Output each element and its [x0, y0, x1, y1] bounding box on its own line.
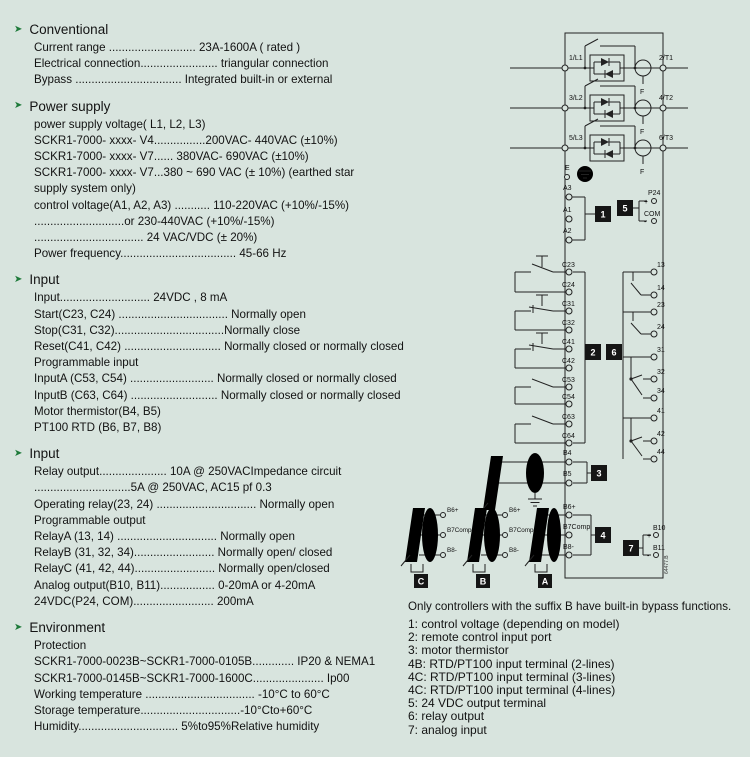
terminal-label: E	[565, 165, 570, 172]
control-voltage-terminals	[563, 185, 611, 243]
legend-item: 1: control voltage (depending on model)	[408, 617, 620, 631]
terminal-label: 31	[657, 347, 665, 354]
terminal-label: B6+	[509, 507, 521, 514]
spec-line: Reset(C41, C42) .............................. Normally closed or normally closed	[34, 340, 404, 354]
legend-item: 6: relay output	[408, 709, 485, 724]
box-number: 5	[622, 203, 628, 214]
spec-line: supply system only)	[34, 182, 136, 196]
spec-line: Protection	[34, 639, 87, 653]
legend-item: 3: motor thermistor	[408, 643, 509, 658]
terminal-label: B6+	[447, 507, 459, 514]
terminal-label: A3	[563, 185, 572, 192]
section-bullet-icon: ➤	[14, 100, 23, 112]
reset-switch	[515, 333, 566, 368]
legend-item: 5: 24 VDC output terminal	[408, 696, 547, 711]
spec-line: 24VDC(P24, COM)......................... 200mA	[34, 594, 254, 608]
ct-label: F	[640, 129, 645, 136]
terminal-label: 44	[657, 449, 665, 456]
terminal-label: 13	[657, 262, 665, 269]
terminal-label: B8-	[447, 547, 457, 554]
terminal-label: A1	[563, 207, 572, 214]
terminal-label: B4	[563, 450, 572, 457]
relay-output-terminals	[606, 262, 665, 462]
legend-item: 4C: RTD/PT100 input terminal (4-lines)	[408, 683, 616, 698]
spec-line: .................................. 24 VAC/VDC (± 20%)	[34, 231, 258, 245]
rtd-variant-a	[525, 508, 566, 588]
terminal-label: C23	[562, 262, 575, 269]
earth-terminal	[565, 165, 594, 182]
spec-line: InputB (C63, C64) ........................... Normally closed or normally closed	[34, 388, 401, 402]
section-bullet-icon: ➤	[14, 23, 23, 35]
input-b-switch	[515, 416, 566, 443]
spec-line: Electrical connection........................ triangular connection	[34, 57, 329, 71]
spec-line: Current range ........................... 23A-1600A ( rated )	[34, 41, 301, 54]
terminal-label: 3/L2	[569, 95, 583, 102]
terminal-label: B8-	[563, 544, 574, 551]
terminal-label: B10	[653, 525, 666, 532]
legend-item: 4B: RTD/PT100 input terminal (2-lines)	[408, 656, 615, 671]
plus-sign: +	[644, 199, 649, 206]
controller-outline	[565, 33, 663, 578]
ct-label: F	[640, 169, 645, 176]
spec-line: Start(C23, C24) .................................. Normally open	[34, 307, 306, 321]
terminal-label: B7Comp	[447, 527, 472, 534]
spec-line: Power frequency.................................... 45-66 Hz	[34, 247, 287, 261]
wiring-diagram	[395, 18, 750, 588]
spec-line: RelayB (31, 32, 34)......................... Normally open/ closed	[34, 546, 333, 560]
spec-line: PT100 RTD (B6, B7, B8)	[34, 421, 162, 435]
terminal-label: B6+	[563, 504, 576, 511]
terminal-label: C63	[562, 414, 575, 421]
spec-line: SCKR1-7000- xxxx- V4................200VAC- 440VAC (±10%)	[34, 133, 338, 147]
terminal-label: 2/T1	[659, 55, 674, 62]
spec-line: Humidity............................... 5%to95%Relative humidity	[34, 720, 320, 734]
terminal-label: B7Comp	[563, 524, 591, 531]
terminal-label: 42	[657, 431, 665, 438]
spec-line: SCKR1-7000- xxxx- V7...380 ~ 690 VAC (± 10%) (earthed star	[34, 166, 355, 180]
terminal-label: 23	[657, 302, 665, 309]
terminal-label: P24	[648, 190, 661, 197]
box-number: 2	[590, 347, 596, 358]
terminal-label: 24	[657, 324, 665, 331]
minus-sign: -	[647, 553, 650, 560]
plus-sign: +	[647, 533, 652, 540]
analog-input-terminals	[623, 525, 666, 560]
variant-letter: B	[479, 576, 487, 587]
terminal-label: B7Comp	[509, 527, 534, 534]
minus-sign: -	[644, 219, 647, 226]
spec-line: RelayA (13, 14) ............................... Normally open	[34, 530, 295, 544]
terminal-label: C54	[562, 394, 575, 401]
spec-line: ............................or 230-440VAC (+10%/-15%)	[34, 214, 275, 228]
terminal-label: C41	[562, 339, 575, 346]
spec-line: Storage temperature...............................-10°Cto+60°C	[34, 703, 313, 717]
terminal-label: 6/T3	[659, 135, 674, 142]
diagram-legend	[408, 600, 748, 737]
box-number: 3	[596, 468, 602, 479]
spec-line: ..............................5A @ 250VAC, AC15 pf 0.3	[34, 481, 272, 495]
section-bullet-icon: ➤	[14, 621, 23, 633]
terminal-label: 1/L1	[569, 55, 583, 62]
terminal-label: C64	[562, 433, 575, 440]
terminal-label: 32	[657, 369, 665, 376]
terminal-label: 5/L3	[569, 135, 583, 142]
terminal-label: B5	[563, 471, 572, 478]
terminal-label: B11	[653, 545, 665, 552]
spec-line: control voltage(A1, A2, A3) ........... 110-220VAC (+10%/-15%)	[34, 198, 350, 212]
start-switch	[515, 256, 566, 292]
box-number: 4	[600, 530, 606, 541]
box-number: 6	[611, 347, 617, 358]
terminal-label: B8-	[509, 547, 519, 554]
thermistor-input	[479, 450, 607, 514]
terminal-label: 34	[657, 388, 665, 395]
spec-line: SCKR1-7000- xxxx- V7...... 380VAC- 690VAC (±10%)	[34, 150, 309, 164]
variant-letter: A	[541, 576, 549, 587]
section-title: Power supply	[29, 98, 111, 114]
section-title: Environment	[29, 620, 106, 636]
legend-item: 7: analog input	[408, 722, 487, 737]
spec-line: Motor thermistor(B4, B5)	[34, 404, 161, 418]
section-title: Input	[29, 272, 60, 288]
spec-line: RelayC (41, 42, 44)......................... Normally open/closed	[34, 562, 330, 576]
terminal-label: COM	[644, 211, 661, 218]
spec-line: InputA (C53, C54) .......................... Normally closed or normally closed	[34, 372, 397, 386]
spec-line: Relay output..................... 10A @ 250VACImpedance circuit	[34, 465, 342, 479]
input-a-switch	[515, 379, 566, 404]
remote-input-terminals	[515, 256, 601, 446]
ct-label: F	[640, 89, 645, 96]
terminal-label: A2	[563, 228, 572, 235]
terminal-label: 4/T2	[659, 95, 674, 102]
drawing-reference: 64477.B	[664, 555, 670, 574]
section-bullet-icon: ➤	[14, 273, 23, 285]
terminal-label: C53	[562, 377, 575, 384]
variant-letter: C	[417, 576, 425, 587]
terminal-label: C24	[562, 282, 575, 289]
spec-line: SCKR1-7000-0023B~SCKR1-7000-0105B............. IP20 & NEMA1	[34, 655, 376, 669]
rtd-input-variants	[401, 504, 611, 588]
rtd-variant-b	[463, 507, 534, 588]
bypass-note: Only controllers with the suffix B have built-in bypass functions.	[408, 600, 732, 613]
legend-item: 4C: RTD/PT100 input terminal (3-lines)	[408, 669, 616, 684]
terminal-label: 41	[657, 408, 665, 415]
box-number: 7	[628, 543, 634, 554]
terminal-label: C42	[562, 358, 575, 365]
spec-line: Analog output(B10, B11)................. 0-20mA or 4-20mA	[34, 578, 316, 592]
spec-line: Stop(C31, C32)..................................Normally close	[34, 323, 301, 337]
dc-output-terminals	[617, 190, 661, 226]
section-bullet-icon: ➤	[14, 447, 23, 459]
rtd-variant-c	[401, 507, 472, 588]
spec-line: Programmable input	[34, 356, 139, 370]
spec-line: power supply voltage( L1, L2, L3)	[34, 117, 206, 131]
spec-line: Working temperature .................................. -10°C to 60°C	[34, 687, 330, 701]
terminal-label: C32	[562, 320, 575, 327]
spec-line: Input............................ 24VDC , 8 mA	[34, 291, 228, 305]
phase-circuits	[510, 39, 688, 176]
stop-switch	[515, 295, 566, 330]
spec-line: SCKR1-7000-0145B~SCKR1-7000-1600C...................... Ip00	[34, 671, 350, 685]
box-number: 1	[600, 209, 606, 220]
legend-item: 2: remote control input port	[408, 630, 552, 645]
spec-line: Bypass ................................. Integrated built-in or external	[34, 73, 333, 87]
section-title: Conventional	[29, 22, 109, 37]
terminal-label: C31	[562, 301, 575, 308]
section-title: Input	[29, 446, 60, 462]
spec-line: Operating relay(23, 24) ............................... Normally open	[34, 497, 335, 511]
terminal-label: 14	[657, 285, 665, 292]
spec-line: Programmable output	[34, 513, 146, 527]
